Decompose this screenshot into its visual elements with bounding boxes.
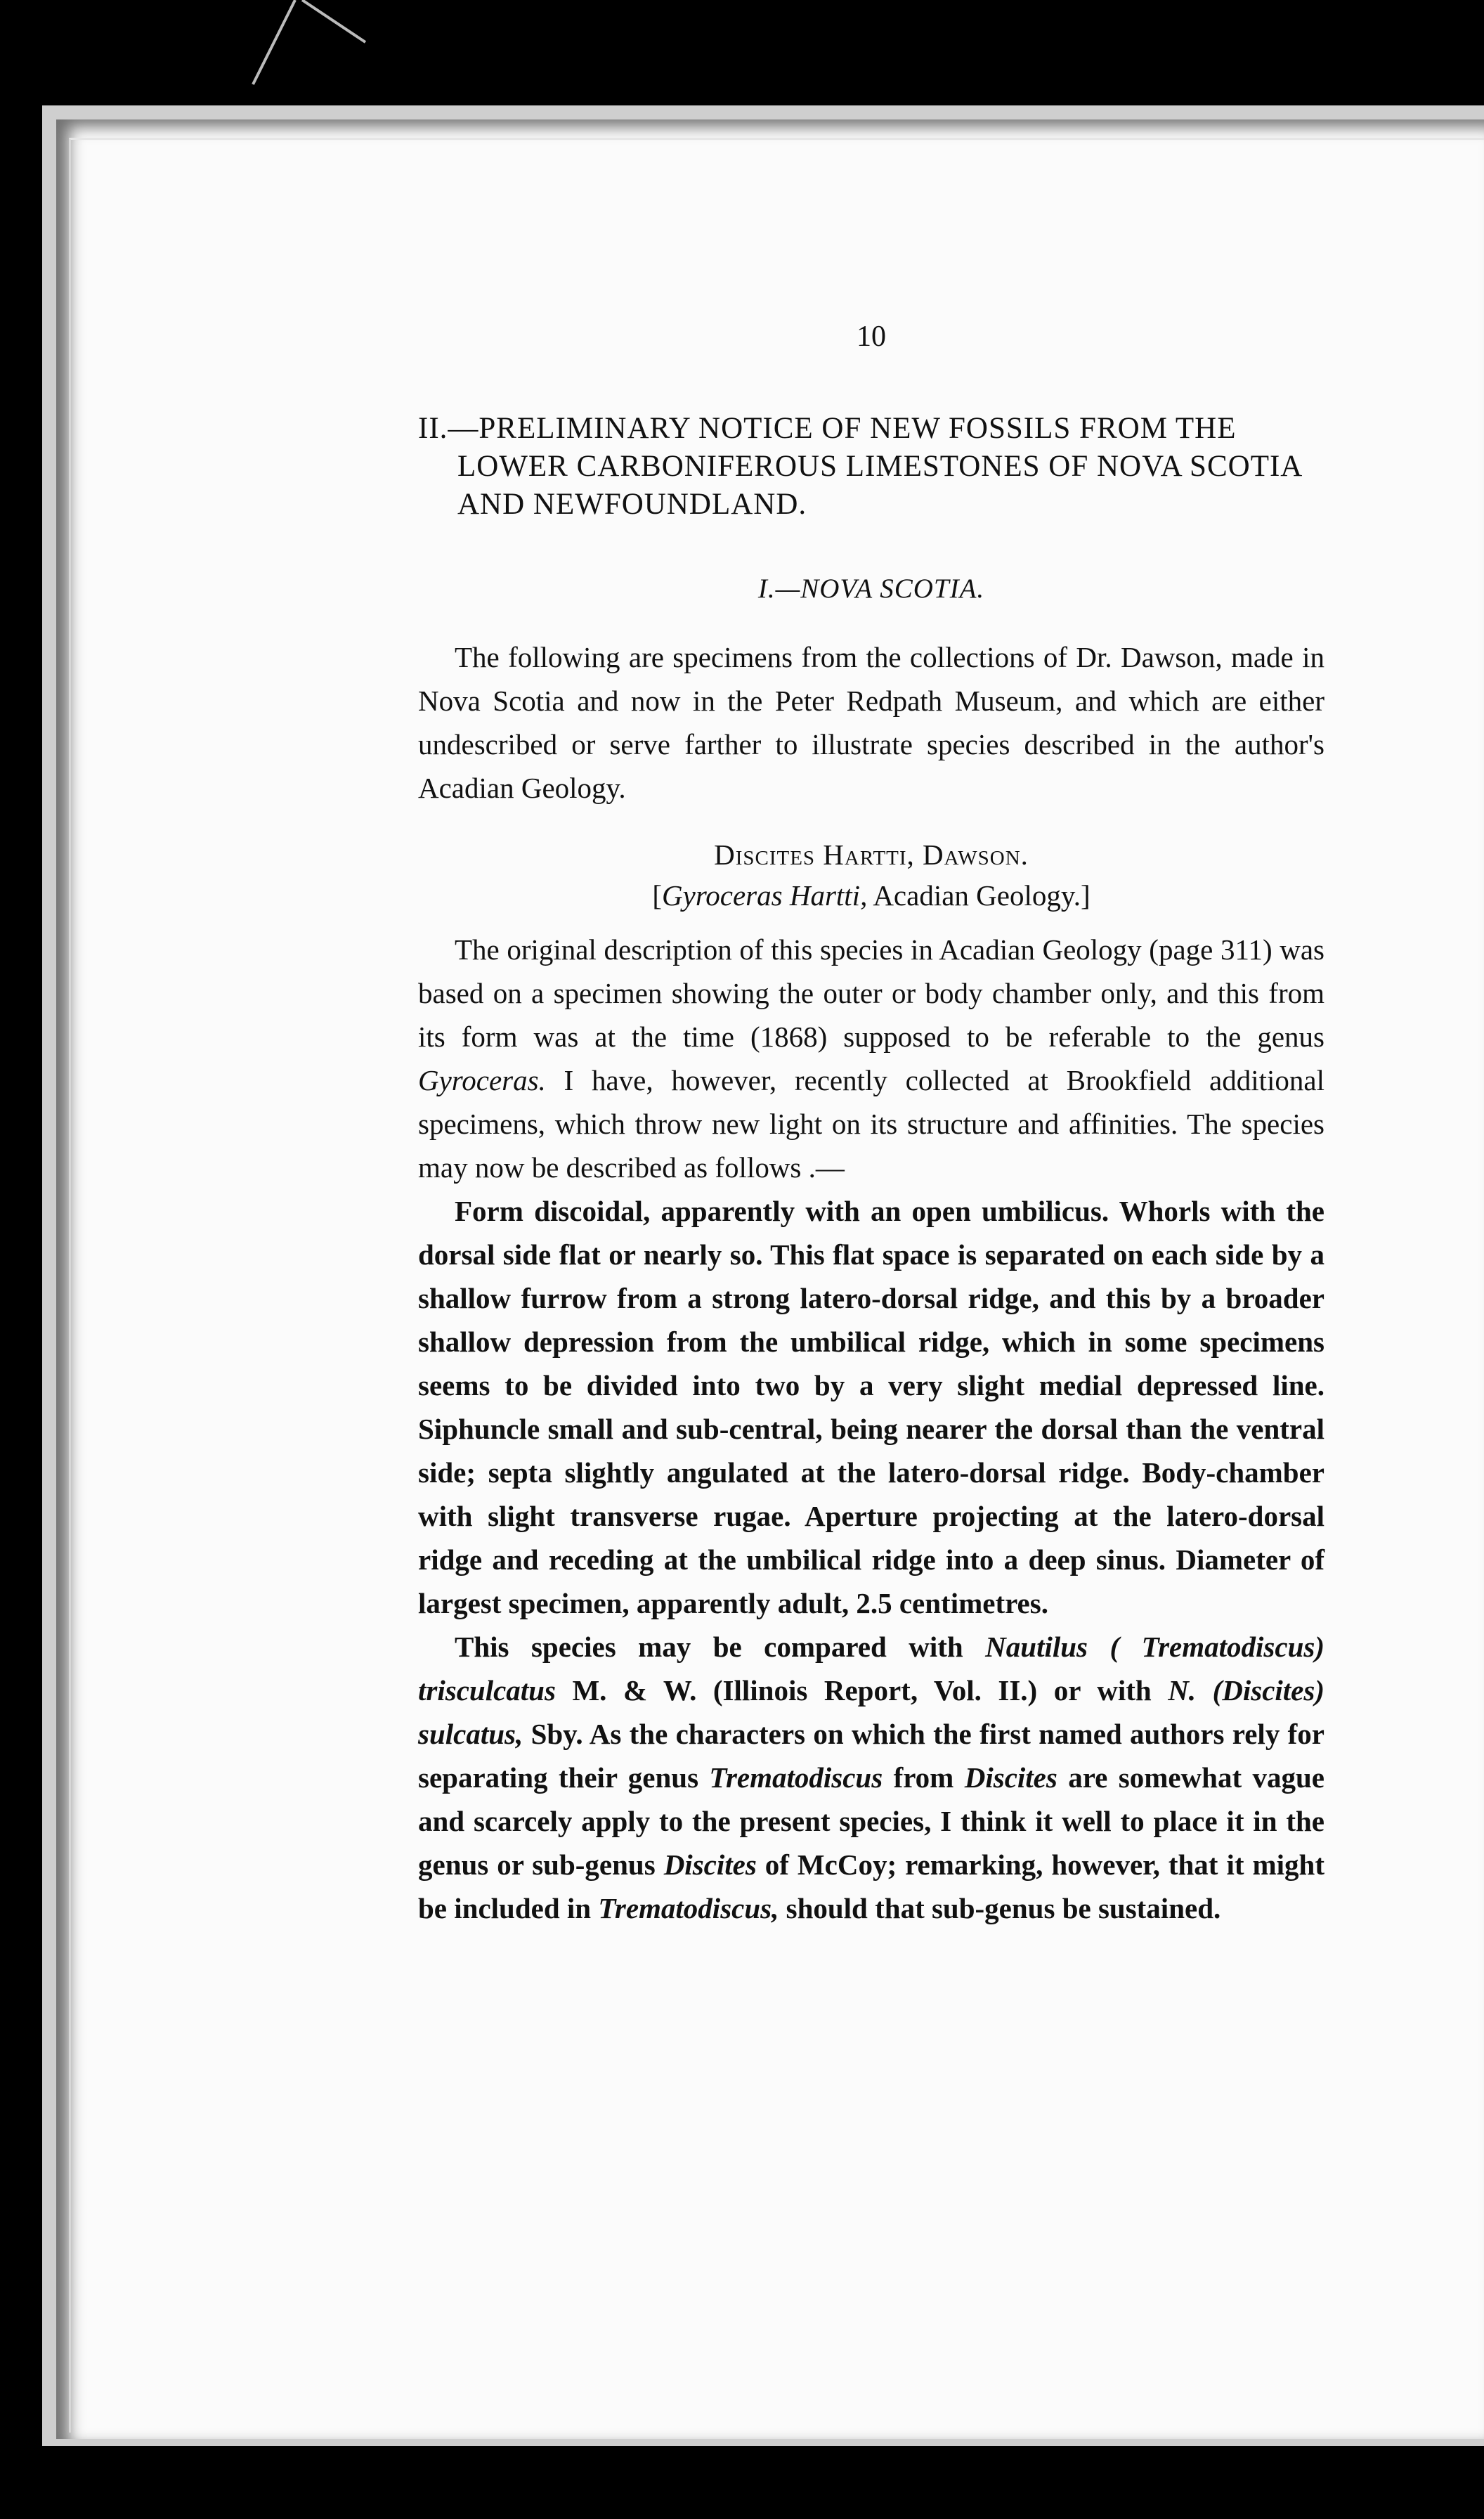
text-run: M. & W. (Illinois Report, Vol. II.) or with: [555, 1674, 1169, 1707]
text-run: I have, however, recently collected at Brookfield additional specimens, which throw new light on its structure and affinities. The species may now be described as follows .—: [418, 1064, 1324, 1184]
italic-run: Discites: [964, 1761, 1057, 1794]
text-run: This species may be compared with: [455, 1631, 986, 1663]
italic-run: Gyroceras.: [418, 1064, 546, 1096]
binding-fold-mark: [0, 0, 422, 98]
synonym-genus: Gyroceras Hartti,: [662, 879, 868, 912]
page-number: 10: [857, 320, 886, 353]
species-heading: Discites Hartti, Dawson.: [714, 838, 1029, 871]
diagnosis-paragraph: Form discoidal, apparently with an open umbilicus. Whorls with the dorsal side flat or nearly so. This flat space is separated on each side by a shallow furrow from a strong latero-dorsal ridge, and this by a broader shallow depression from the umbilical ridge, which in some specimens seems to be divided into two by a very slight medial depressed line. Siphuncle small and sub-central, being nearer the dorsal than the ventral side; septa slightly angulated at the latero-dorsal ridge. Body-chamber with slight transverse rugae. Aperture projecting at the latero-dorsal ridge and receding at the umbilical ridge into a deep sinus. Diameter of largest specimen, apparently adult, 2.5 centimetres.: [418, 1195, 1324, 1619]
synonym-bracket: [: [652, 879, 663, 912]
text-run: The original description of this species in Acadian Geology (page 311) was based on a specimen showing the outer or body chamber only, and this from its form was at the time (1868) supposed to be referable to the genus: [418, 933, 1324, 1053]
section-title: II.—PRELIMINARY NOTICE OF NEW FOSSILS FROM THE LOWER CARBONIFEROUS LIMESTONES OF NOVA SCOTIA AND NEWFOUNDLAND.: [418, 412, 1301, 521]
text-run: Sby. As the characters on which the first named authors rely for separating their genus: [418, 1718, 1324, 1794]
italic-run: Nautilus ( Trematodiscus) trisculcatus: [418, 1631, 1324, 1707]
text-run: are somewhat vague and scarcely apply to the present species, I think it well to place it in the genus or sub-genus: [418, 1761, 1325, 1881]
italic-run: Trematodiscus,: [598, 1892, 779, 1924]
italic-run: Trematodiscus: [709, 1761, 883, 1794]
italic-run: N. (Discites) sulcatus,: [418, 1674, 1324, 1750]
synonym-source: Acadian Geology.]: [867, 879, 1091, 912]
page-content: [418, 320, 1324, 1930]
italic-run: Discites: [663, 1848, 757, 1881]
text-run: from: [883, 1761, 965, 1794]
subsection-title: I.—NOVA SCOTIA.: [757, 574, 985, 604]
species-synonym: [418, 879, 1324, 912]
comparison-paragraph: [418, 1625, 1324, 1930]
text-run: of McCoy; remarking, however, that it might be included in: [418, 1848, 1324, 1924]
intro-paragraph: The following are specimens from the collections of Dr. Dawson, made in Nova Scotia and now in the Peter Redpath Museum, and which are either undescribed or serve farther to illustrate species described in the author's Acadian Geology.: [418, 641, 1324, 804]
text-run: should that sub-genus be sustained.: [779, 1892, 1221, 1924]
description-paragraph: [418, 928, 1324, 1189]
